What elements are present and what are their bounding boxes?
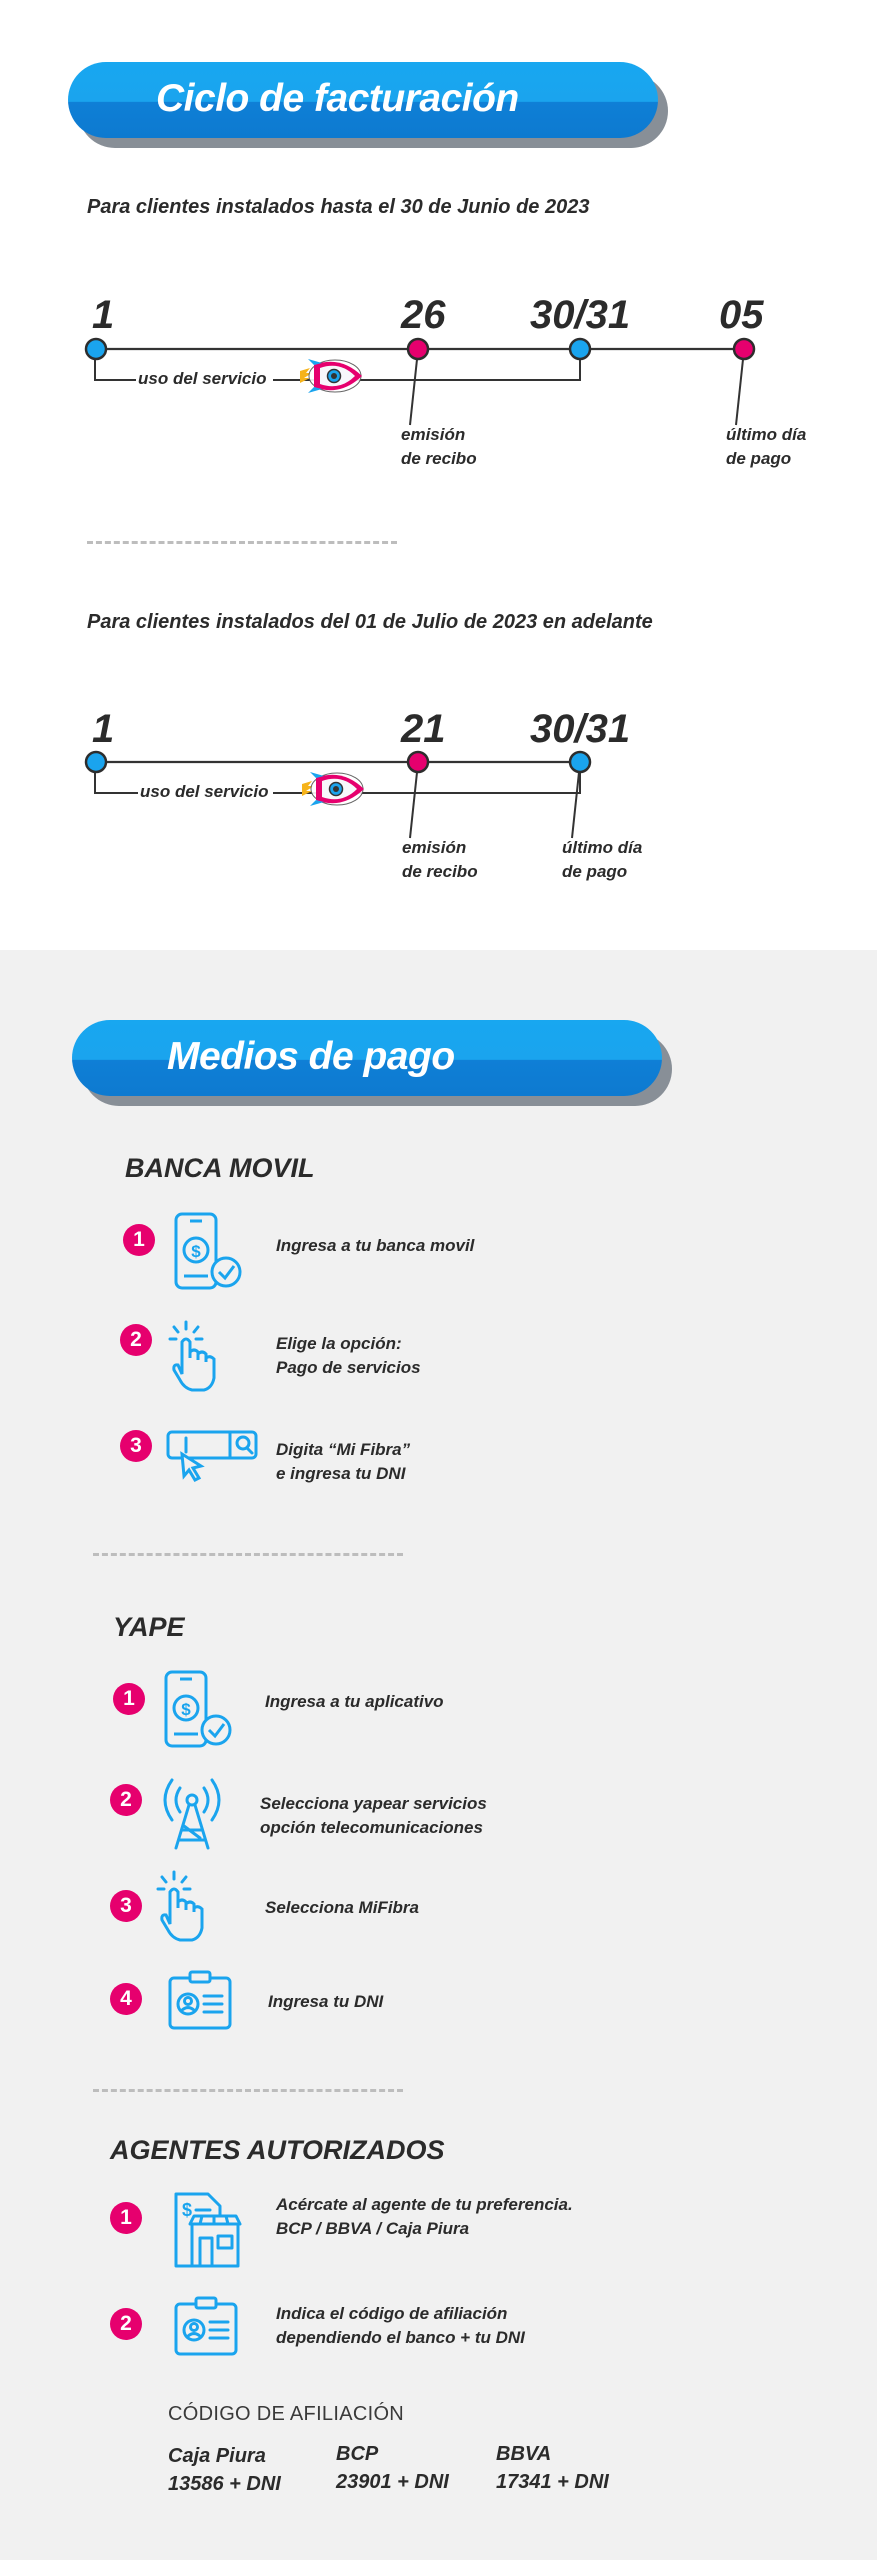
yape-step3-text: Selecciona MiFibra bbox=[265, 1898, 419, 1917]
search-bar-icon bbox=[164, 1426, 264, 1482]
step-badge: 1 bbox=[123, 1224, 155, 1256]
timeline1-day-end: 30/31 bbox=[530, 293, 631, 337]
timeline1-issue-label-2: de recibo bbox=[401, 449, 477, 468]
banca-step2-line2: Pago de servicios bbox=[276, 1358, 421, 1377]
phone-payment-icon bbox=[160, 1668, 236, 1754]
store-document-icon bbox=[172, 2190, 252, 2270]
timeline1-start-dot bbox=[86, 339, 106, 359]
agentes-step2-line2: dependiendo el banco + tu DNI bbox=[276, 2328, 525, 2347]
step-badge: 4 bbox=[110, 1983, 142, 2015]
yape-step4-text: Ingresa tu DNI bbox=[268, 1992, 384, 2011]
timeline1-day-issue: 26 bbox=[401, 293, 446, 337]
tap-hand-icon bbox=[164, 1320, 234, 1392]
yape-heading: YAPE bbox=[113, 1612, 185, 1642]
agentes-step1-line2: BCP / BBVA / Caja Piura bbox=[276, 2219, 470, 2238]
timeline1-subtitle: Para clientes instalados hasta el 30 de Junio de 2023 bbox=[87, 196, 590, 218]
timeline1-issue-dot bbox=[408, 339, 428, 359]
timeline2-issue-label-1: emisión bbox=[402, 838, 467, 857]
divider bbox=[93, 2089, 403, 2092]
banca-step2-line1: Elige la opción: bbox=[276, 1334, 402, 1353]
yape-step2-line2: opción telecomunicaciones bbox=[260, 1818, 483, 1837]
code-bank: BCP bbox=[336, 2443, 379, 2465]
timeline1-due-label-2: de pago bbox=[726, 449, 792, 468]
timeline1-end-dot bbox=[570, 339, 590, 359]
timeline2-start-dot bbox=[86, 752, 106, 772]
payments-title: Medios de pago bbox=[167, 1035, 455, 1078]
divider bbox=[93, 1553, 403, 1556]
yape-step1-text: Ingresa a tu aplicativo bbox=[265, 1692, 444, 1711]
banca-step3-line2: e ingresa tu DNI bbox=[276, 1464, 406, 1483]
billing-title-banner bbox=[68, 62, 658, 138]
banca-step1-text: Ingresa a tu banca movil bbox=[276, 1236, 475, 1255]
step-badge: 1 bbox=[110, 2202, 142, 2234]
step-badge: 3 bbox=[120, 1430, 152, 1462]
id-card-icon bbox=[166, 1968, 236, 2032]
banca-step3-line1: Digita “Mi Fibra” bbox=[276, 1440, 411, 1459]
step-badge: 3 bbox=[110, 1890, 142, 1922]
svg-text:$: $ bbox=[191, 1242, 201, 1261]
step-badge: 2 bbox=[110, 1784, 142, 1816]
rocket-icon bbox=[300, 359, 362, 393]
billing-title: Ciclo de facturación bbox=[156, 77, 519, 120]
tap-hand-icon bbox=[152, 1870, 222, 1942]
svg-text:$: $ bbox=[181, 1700, 191, 1719]
timeline2-service-label: uso del servicio bbox=[138, 780, 271, 804]
phone-payment-icon bbox=[170, 1210, 246, 1296]
code-value: 13586 + DNI bbox=[168, 2473, 281, 2495]
agentes-heading: AGENTES AUTORIZADOS bbox=[110, 2135, 445, 2165]
timeline1-due-label-1: último día bbox=[726, 425, 807, 444]
rocket-icon bbox=[302, 772, 364, 806]
timeline2-end-dot bbox=[570, 752, 590, 772]
divider bbox=[87, 541, 397, 544]
timeline2-day-start: 1 bbox=[92, 707, 115, 751]
timeline2-due-label-2: de pago bbox=[562, 862, 628, 881]
timeline2-day-issue: 21 bbox=[401, 707, 446, 751]
id-card-icon bbox=[172, 2294, 242, 2358]
codes-header: CÓDIGO DE AFILIACIÓN bbox=[168, 2403, 405, 2425]
code-value: 23901 + DNI bbox=[336, 2471, 449, 2493]
timeline2-due-label-1: último día bbox=[562, 838, 643, 857]
timeline1-issue-label-1: emisión bbox=[401, 425, 466, 444]
timeline2-issue-label-2: de recibo bbox=[402, 862, 478, 881]
step-badge: 1 bbox=[113, 1683, 145, 1715]
step-badge: 2 bbox=[110, 2308, 142, 2340]
banca-heading: BANCA MOVIL bbox=[125, 1153, 315, 1183]
timeline1-day-due: 05 bbox=[719, 293, 764, 337]
timeline2-subtitle: Para clientes instalados del 01 de Julio de 2023 en adelante bbox=[87, 611, 653, 633]
timeline1-service-label: uso del servicio bbox=[136, 367, 269, 391]
code-bank: Caja Piura bbox=[168, 2445, 266, 2467]
svg-text:$: $ bbox=[182, 2200, 193, 2220]
timeline2-issue-dot bbox=[408, 752, 428, 772]
timeline1-due-dot bbox=[734, 339, 754, 359]
code-bank: BBVA bbox=[496, 2443, 552, 2465]
payments-title-banner bbox=[72, 1020, 662, 1096]
step-badge: 2 bbox=[120, 1324, 152, 1356]
timeline2-day-end: 30/31 bbox=[530, 707, 631, 751]
agentes-step1-line1: Acércate al agente de tu preferencia. bbox=[276, 2195, 573, 2214]
code-value: 17341 + DNI bbox=[496, 2471, 609, 2493]
agentes-step2-line1: Indica el código de afiliación bbox=[276, 2304, 508, 2323]
timeline1-day-start: 1 bbox=[92, 293, 115, 337]
yape-step2-line1: Selecciona yapear servicios bbox=[260, 1794, 487, 1813]
antenna-icon bbox=[158, 1776, 226, 1852]
